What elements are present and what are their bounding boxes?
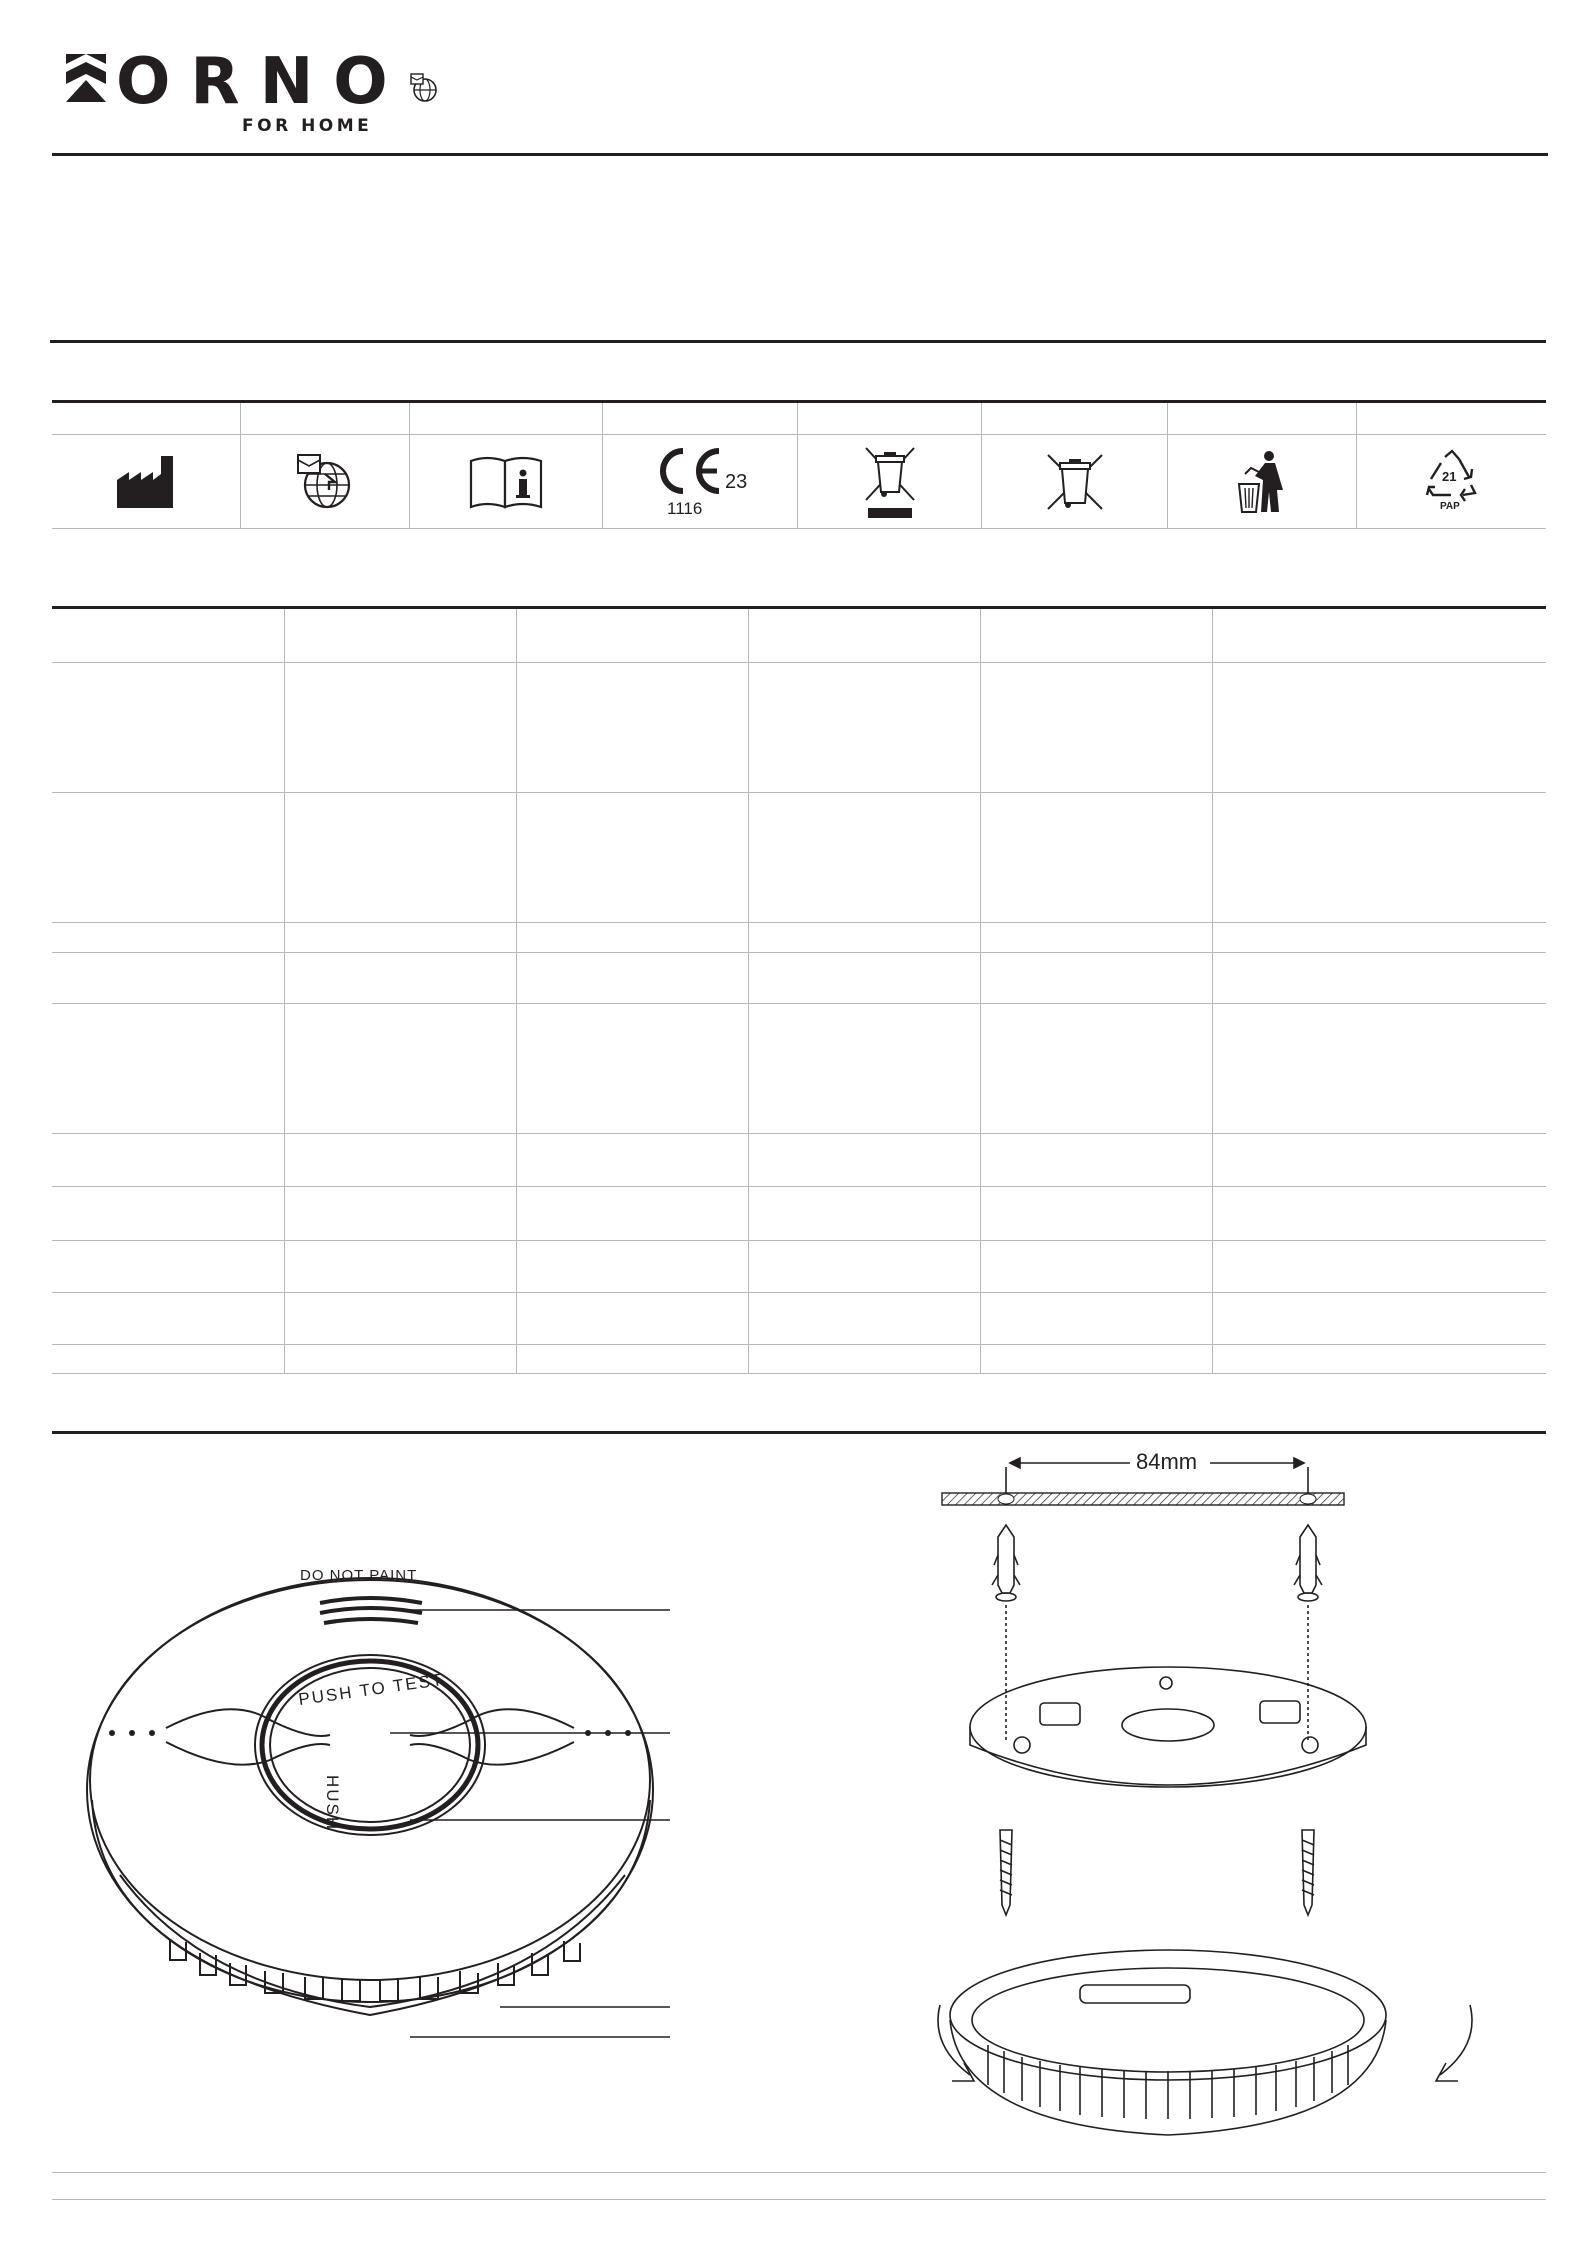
symbol-cell <box>1168 435 1356 528</box>
logo-wordmark: ORNO <box>116 45 408 119</box>
diagram-section-rule <box>52 1431 1546 1434</box>
spec-table-row-rule <box>52 1292 1546 1293</box>
spec-table-row-rule <box>52 1344 1546 1345</box>
spec-table-row-rule <box>52 1240 1546 1241</box>
spec-table-row-rule <box>52 1003 1546 1004</box>
smoke-detector-drawing <box>80 1545 680 2065</box>
footer-rule <box>52 2199 1546 2200</box>
spec-table-row-rule <box>52 662 1546 663</box>
section-rule-1 <box>50 340 1546 343</box>
header-rule <box>52 153 1548 156</box>
ce-mark-icon <box>653 445 723 497</box>
spec-table-bottom-rule <box>52 1373 1546 1374</box>
symbol-cell <box>1357 435 1546 528</box>
footer-rule <box>52 2172 1546 2173</box>
spec-table-row-rule <box>52 792 1546 793</box>
spec-table-row-rule <box>52 952 1546 953</box>
spec-table-top-rule <box>52 606 1546 609</box>
symbol-cell <box>603 435 797 528</box>
spec-col-divider <box>980 609 981 1373</box>
weee-bin-bar-icon <box>862 444 918 520</box>
smoke-detector-diagram <box>80 1545 680 2065</box>
logo-tagline: FOR HOME <box>242 116 373 136</box>
symbol-cell <box>52 435 240 528</box>
spec-col-divider <box>284 609 285 1373</box>
hush-label: HUSH <box>323 1775 342 1832</box>
dispose-bin-icon <box>1237 450 1287 514</box>
manufacturer-icon <box>117 456 175 508</box>
ce-mark <box>653 445 763 525</box>
logo-mark-icon <box>66 54 106 102</box>
symbol-cell <box>982 435 1167 528</box>
symbols-table-top-rule <box>52 400 1546 403</box>
importer-icon <box>295 452 355 512</box>
weee-bin-icon <box>1044 451 1106 513</box>
symbols-table-bottom-rule <box>52 528 1546 529</box>
spec-col-divider <box>748 609 749 1373</box>
do-not-paint-label: DO NOT PAINT <box>300 1567 418 1584</box>
spec-col-divider <box>1212 609 1213 1373</box>
spec-table-row-rule <box>52 922 1546 923</box>
ce-notified-body: 1116 <box>667 499 703 518</box>
symbol-cell <box>798 435 981 528</box>
spec-table-row-rule <box>52 1186 1546 1187</box>
mounting-drawing <box>930 1445 1490 2165</box>
manual-info-icon <box>469 455 543 509</box>
globe-box-icon <box>408 72 440 104</box>
brand-logo <box>66 45 408 140</box>
spec-table-row-rule <box>52 1133 1546 1134</box>
recycle-material: PAP <box>1440 501 1460 512</box>
ce-year: 23 <box>725 471 748 493</box>
symbol-cell <box>410 435 602 528</box>
push-to-test-label: PUSH TO TEST <box>297 1669 446 1710</box>
spec-col-divider <box>516 609 517 1373</box>
recycle-code: 21 <box>1442 469 1457 484</box>
symbol-cell <box>241 435 409 528</box>
mount-spacing-label: 84mm <box>1130 1449 1203 1475</box>
mounting-diagram <box>930 1445 1490 2165</box>
recycle-pap <box>1423 449 1481 513</box>
